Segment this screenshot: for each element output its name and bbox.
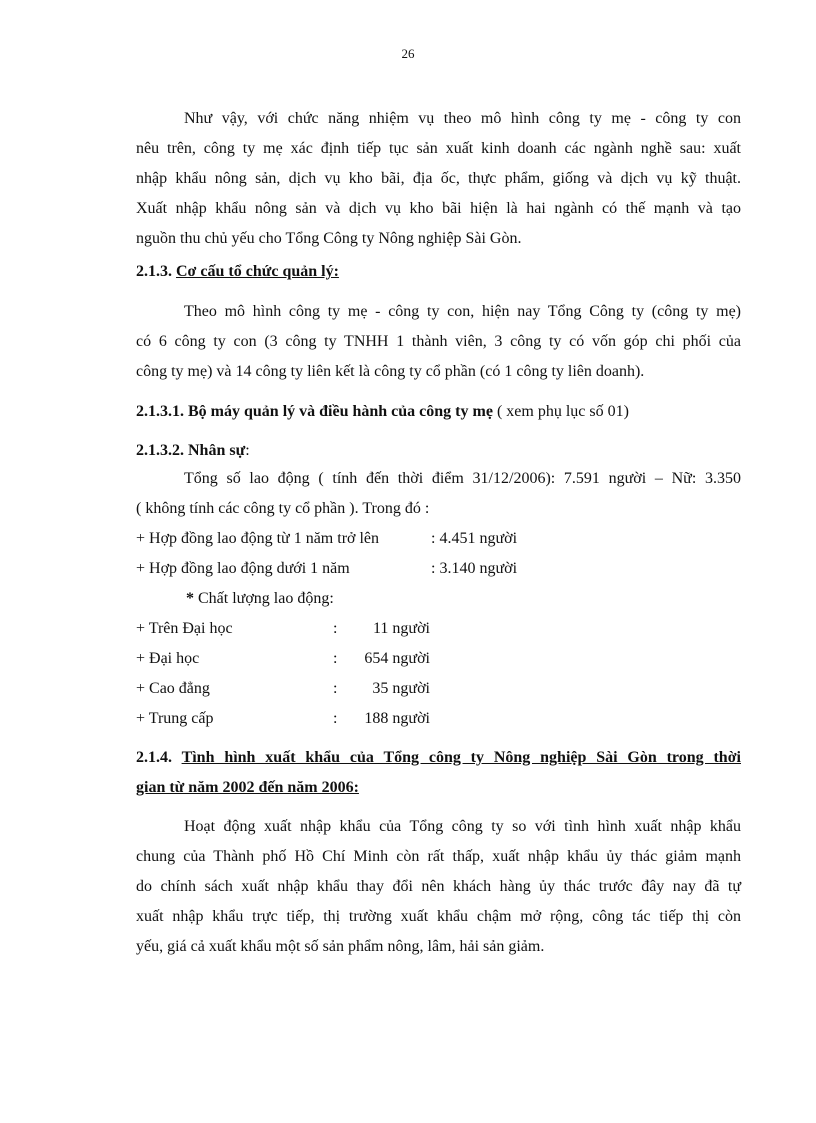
heading-2-1-3-2 — [136, 436, 741, 466]
quality-label: + Cao đẳng — [136, 680, 210, 697]
heading-2-1-3 — [136, 257, 741, 287]
paragraph-intro — [136, 104, 741, 254]
heading-colon: : — [245, 442, 250, 459]
contract-label: + Hợp đồng lao động dưới 1 năm — [136, 560, 350, 577]
text-line: nguồn thu chủ yếu cho Tổng Công ty Nông nghiệp Sài Gòn. — [136, 230, 522, 247]
paragraph-export — [136, 812, 741, 962]
text-line: do chính sách xuất nhập khẩu thay đổi nên khách hàng ủy thác trước đây nay đã tự — [136, 878, 741, 895]
quality-value: 188 người — [364, 710, 430, 727]
text-line: công ty mẹ) và 14 công ty liên kết là công ty cổ phần (có 1 công ty liên doanh). — [136, 363, 645, 380]
heading-title-line2: gian từ năm 2002 đến năm 2006: — [136, 779, 359, 796]
heading-line — [136, 773, 741, 803]
heading-line — [136, 743, 741, 773]
list-item — [136, 614, 741, 644]
paragraph-structure — [136, 297, 741, 387]
page-number: 26 — [401, 46, 415, 61]
quality-colon: : — [333, 710, 338, 727]
list-item — [136, 524, 741, 554]
quality-label: + Đại học — [136, 650, 200, 667]
text-line: có 6 công ty con (3 công ty TNHH 1 thành viên, 3 công ty có vốn góp chi phối của — [136, 333, 741, 350]
text-line: nêu trên, công ty mẹ xác định tiếp tục sản xuất kinh doanh các ngành nghề sau: xuất — [136, 140, 741, 157]
text-line: yếu, giá cả xuất khẩu một số sản phẩm nông, lâm, hải sản giảm. — [136, 938, 545, 955]
text-line: Hoạt động xuất nhập khẩu của Tổng công ty so với tình hình xuất nhập khẩu — [184, 818, 741, 835]
heading-bold-text: 2.1.3.1. Bộ máy quản lý và điều hành của công ty mẹ — [136, 403, 493, 420]
quality-value: 654 người — [364, 650, 430, 667]
heading-number: 2.1.4. — [136, 749, 172, 766]
text-line: Tổng số lao động ( tính đến thời điểm 31/12/2006): 7.591 người – Nữ: 3.350 — [184, 470, 741, 487]
heading-number: 2.1.3. — [136, 263, 172, 280]
list-item — [136, 554, 741, 584]
list-item — [136, 674, 741, 704]
quality-heading — [136, 584, 741, 614]
heading-2-1-4 — [136, 743, 741, 803]
heading-reference: ( xem phụ lục số 01) — [492, 403, 629, 420]
heading-title-line1: Tình hình xuất khẩu của Tổng công ty Nông nghiệp Sài Gòn trong thời — [181, 749, 741, 766]
asterisk: * — [186, 590, 194, 607]
quality-title: Chất lượng lao động: — [194, 590, 334, 607]
contract-value: : 3.140 người — [431, 560, 518, 577]
quality-colon: : — [333, 620, 338, 637]
text-line: Xuất nhập khẩu nông sản và dịch vụ kho bãi hiện là hai ngành có thế mạnh và tạo — [136, 200, 741, 217]
text-line: Theo mô hình công ty mẹ - công ty con, hiện nay Tổng Công ty (công ty mẹ) — [184, 303, 741, 320]
quality-value: 11 người — [373, 620, 430, 637]
contract-value: : 4.451 người — [431, 530, 518, 547]
quality-label: + Trung cấp — [136, 710, 214, 727]
heading-bold-text: 2.1.3.2. Nhân sự — [136, 442, 246, 459]
quality-colon: : — [333, 650, 338, 667]
quality-value: 35 người — [372, 680, 430, 697]
text-line: xuất nhập khẩu trực tiếp, thị trường xuất khẩu chậm mở rộng, công tác tiếp thị còn — [136, 908, 741, 925]
list-item — [136, 704, 741, 734]
quality-list — [136, 614, 741, 734]
heading-2-1-3-1 — [136, 397, 741, 427]
list-item — [136, 644, 741, 674]
text-line: nhập khẩu nông sản, dịch vụ kho bãi, địa ốc, thực phẩm, giống và dịch vụ kỹ thuật. — [136, 170, 741, 187]
text-line: Như vậy, với chức năng nhiệm vụ theo mô hình công ty mẹ - công ty con — [184, 110, 741, 127]
paragraph-staff — [136, 464, 741, 524]
contract-label: + Hợp đồng lao động từ 1 năm trở lên — [136, 530, 380, 547]
text-line: chung của Thành phố Hồ Chí Minh còn rất thấp, xuất nhập khẩu ủy thác giảm mạnh — [136, 848, 741, 865]
quality-colon: : — [333, 680, 338, 697]
heading-title: Cơ cấu tổ chức quản lý: — [176, 263, 339, 280]
quality-label: + Trên Đại học — [136, 620, 233, 637]
text-line: ( không tính các công ty cổ phần ). Trong đó : — [136, 500, 430, 517]
contract-list — [136, 524, 741, 584]
